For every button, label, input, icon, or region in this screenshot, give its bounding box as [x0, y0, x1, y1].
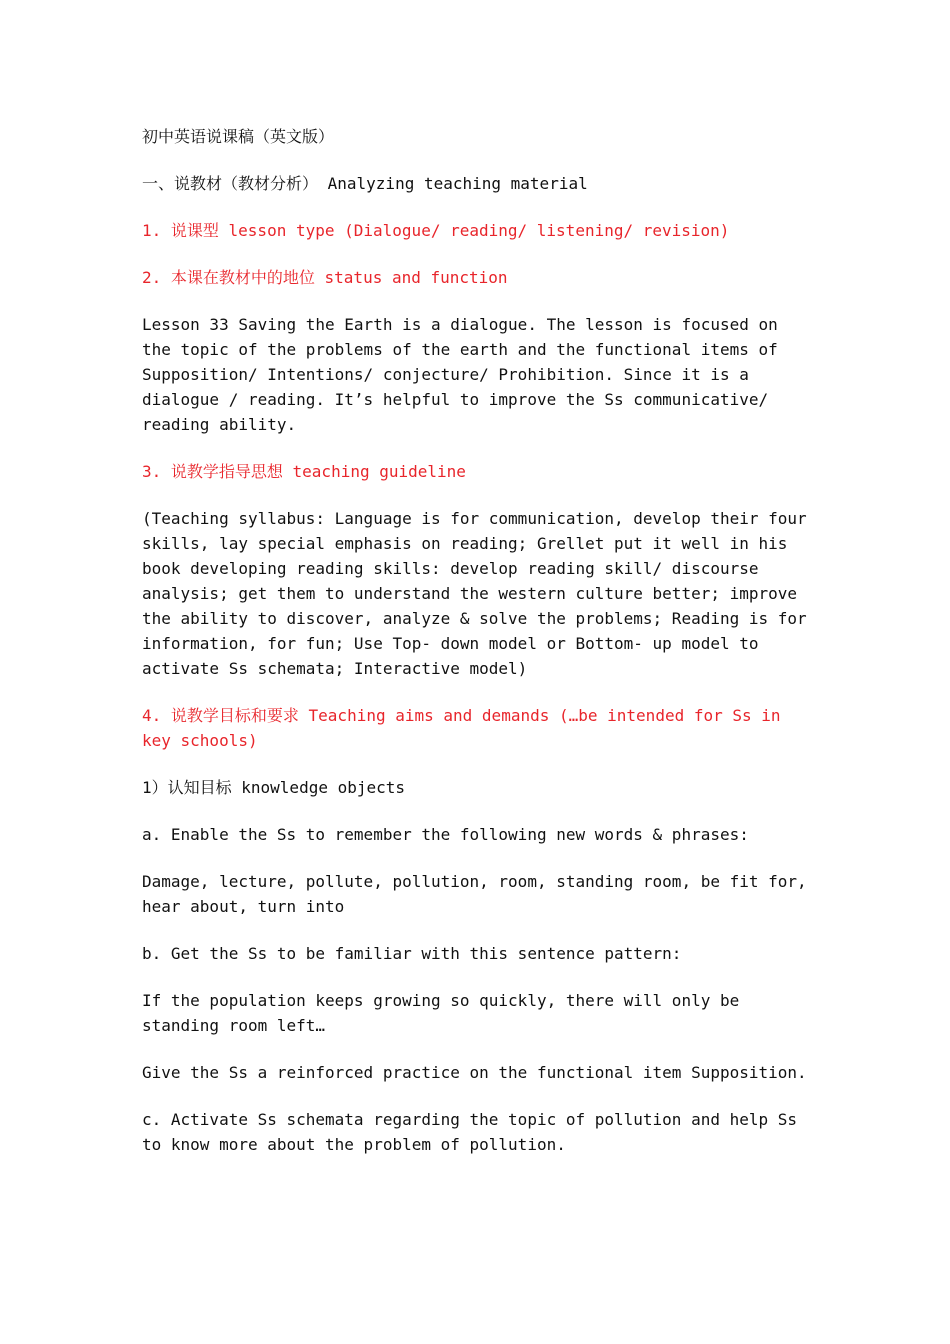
paragraph-reinforced-practice: Give the Ss a reinforced practice on the functional item Supposition. — [142, 1063, 807, 1082]
paragraph-words-list: Damage, lecture, pollute, pollution, room, standing room, be fit for, hear about, turn into — [142, 872, 807, 916]
paragraph-teaching-guideline: (Teaching syllabus: Language is for communication, develop their four skills, lay special emphasis on reading; Grellet put it well in his book developing reading skills: develop reading skill/ discourse analysis; get them to understand the western culture better; improve the ability to discover, analyze & solve the problems; Reading is for information, for fun; Use Top- down model or Bottom- up model to activate Ss schemata; Interactive model) — [142, 509, 807, 678]
paragraph-status-function: Lesson 33 Saving the Earth is a dialogue. The lesson is focused on the topic of the problems of the earth and the functional items of Supposition/ Intentions/ conjecture/ Prohibition. Since it is a dialogue / reading. It’s helpful to improve the Ss communicative/ reading ability. — [142, 315, 778, 434]
heading-status-function: 2. 本课在教材中的地位 status and function — [142, 268, 508, 287]
heading-teaching-guideline: 3. 说教学指导思想 teaching guideline — [142, 462, 466, 481]
section-heading-analyzing-material: 一、说教材（教材分析） Analyzing teaching material — [142, 174, 588, 193]
paragraph-example-sentence: If the population keeps growing so quickly, there will only be standing room left… — [142, 991, 740, 1035]
item-c-schemata: c. Activate Ss schemata regarding the topic of pollution and help Ss to know more about the problem of pollution. — [142, 1110, 798, 1154]
item-a-words-phrases: a. Enable the Ss to remember the following new words & phrases: — [142, 825, 749, 844]
document-title: 初中英语说课稿（英文版） — [142, 127, 335, 146]
heading-lesson-type: 1. 说课型 lesson type (Dialogue/ reading/ listening/ revision) — [142, 221, 730, 240]
document-page — [142, 124, 808, 1179]
heading-teaching-aims: 4. 说教学目标和要求 Teaching aims and demands (…be intended for Ss in key schools) — [142, 706, 781, 750]
subheading-knowledge-objects: 1）认知目标 knowledge objects — [142, 778, 406, 797]
item-b-sentence-pattern: b. Get the Ss to be familiar with this sentence pattern: — [142, 944, 682, 963]
